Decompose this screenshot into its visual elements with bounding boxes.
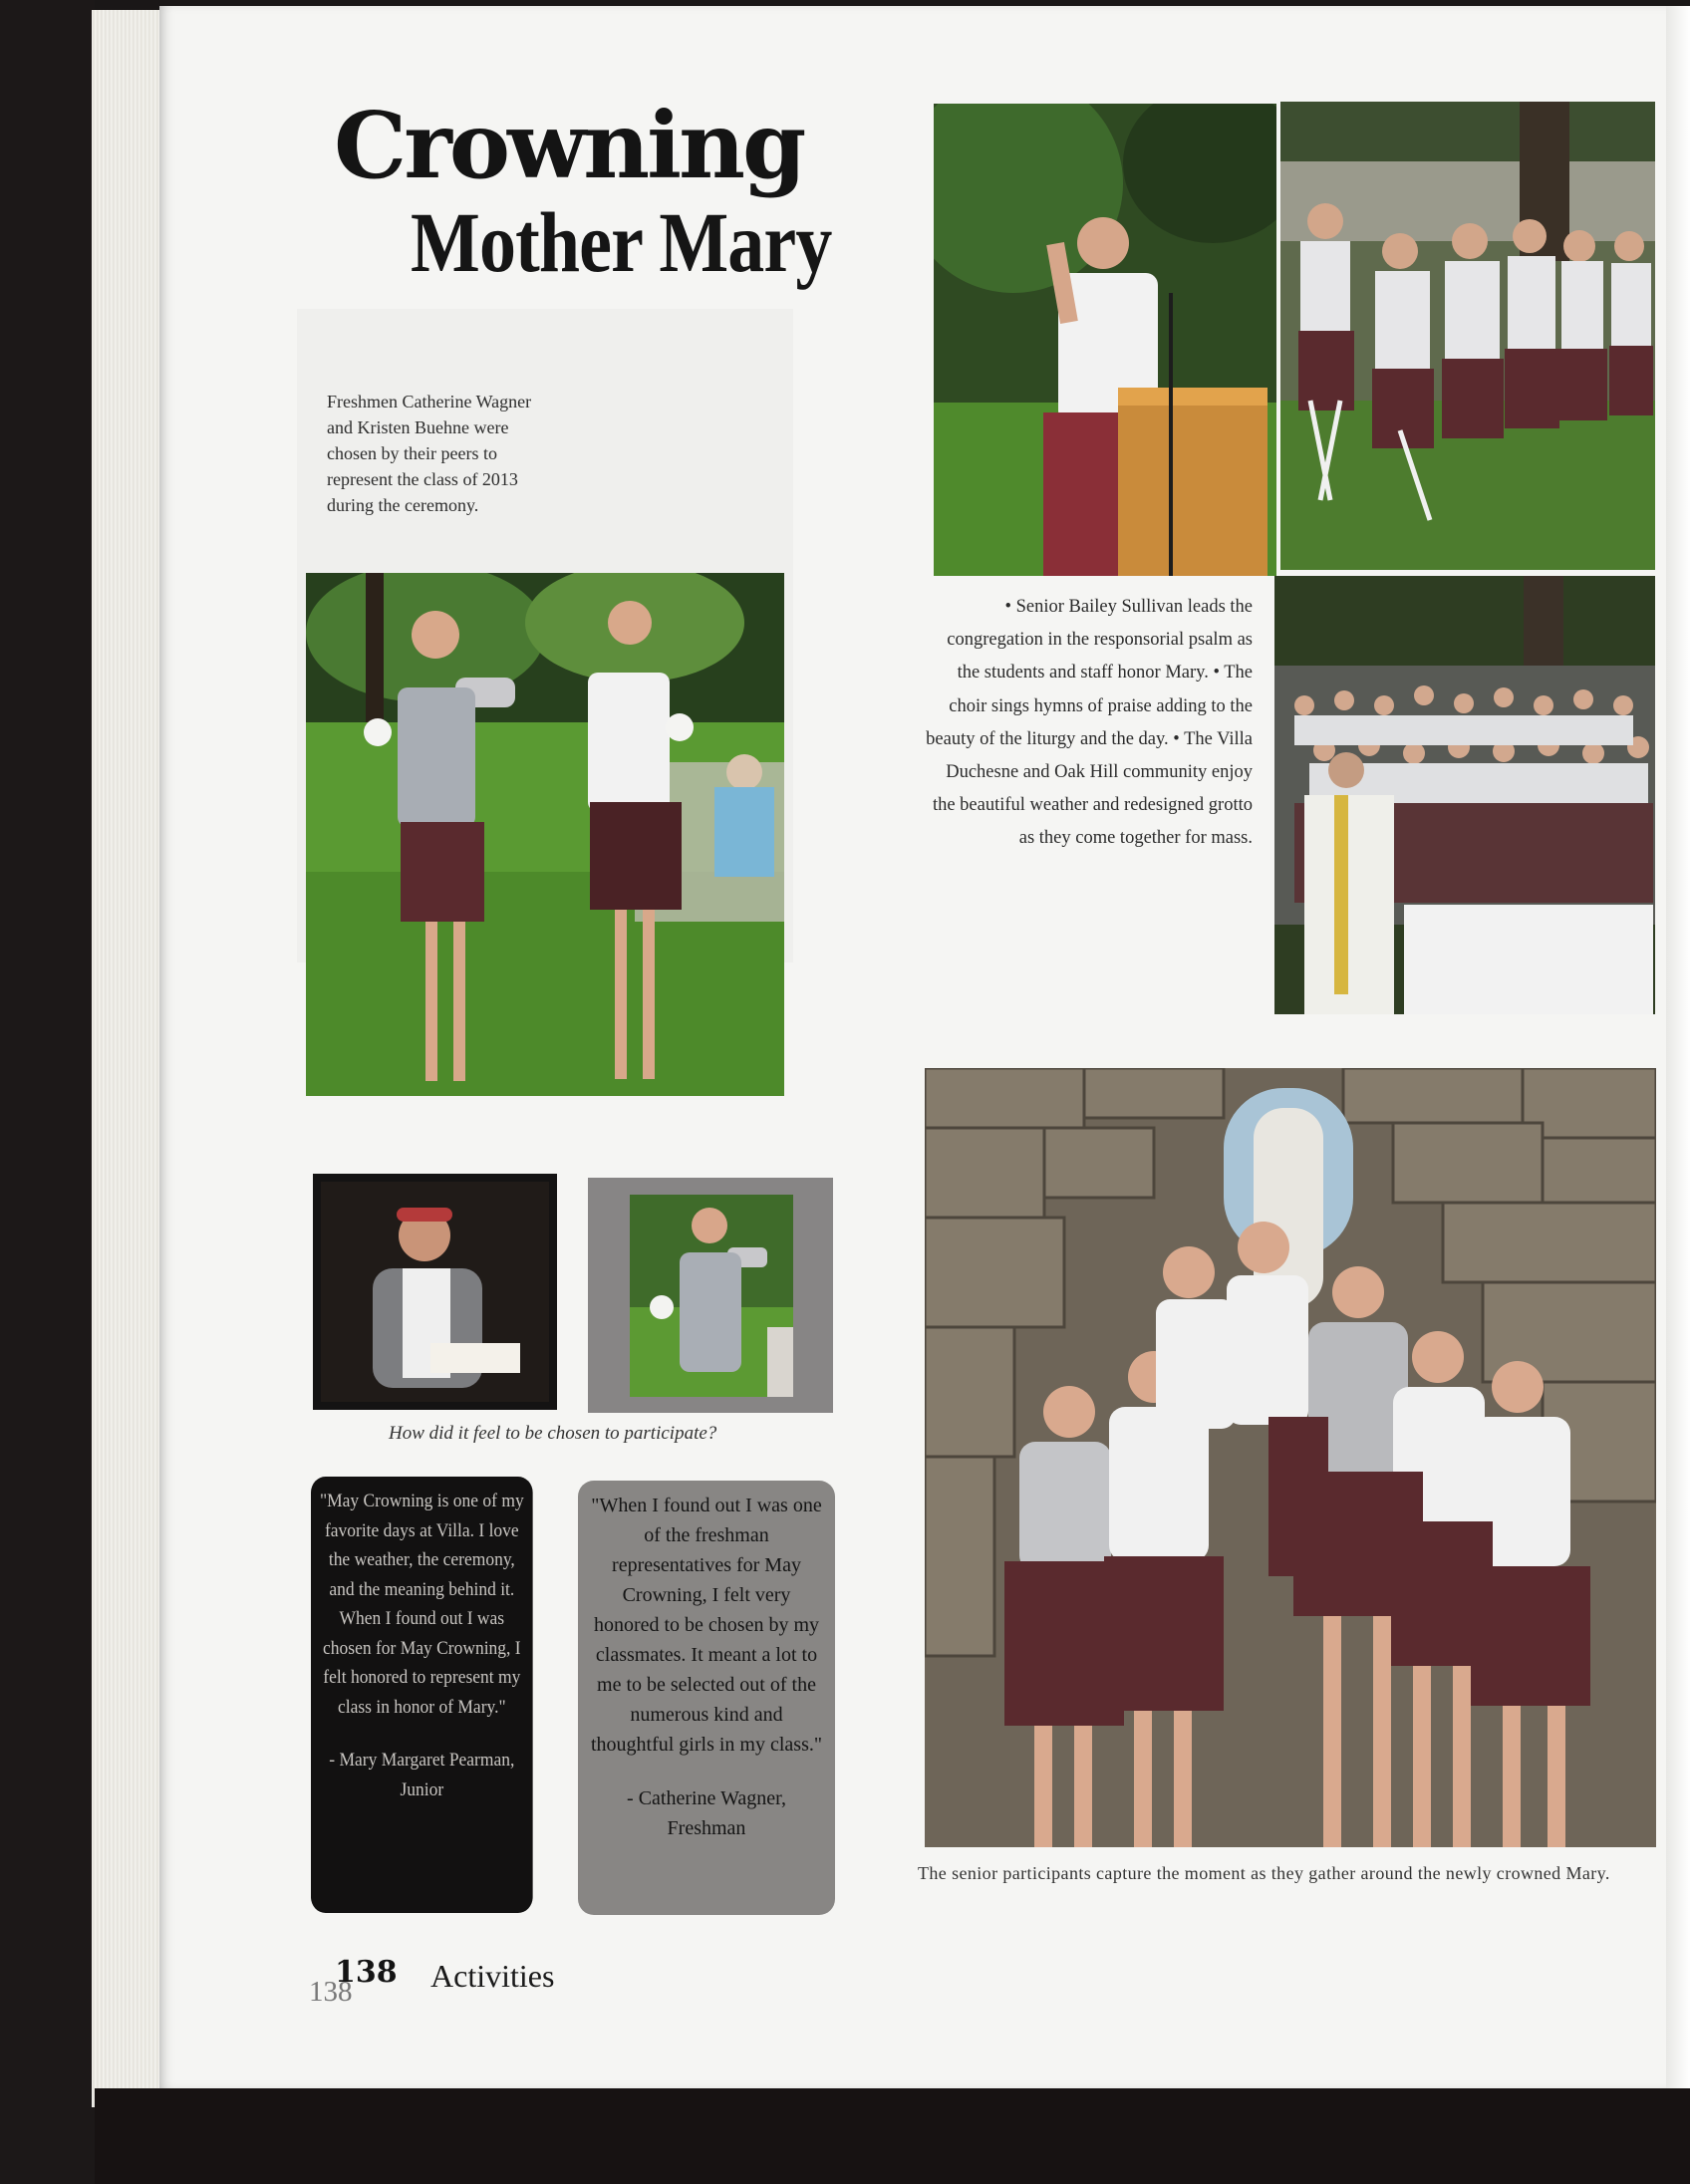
center-caption: • Senior Bailey Sullivan leads the congregation in the responsorial psalm as the students and staff honor Mary. • The choir sings hymns of praise adding to the beauty of the liturgy and the day. • The Villa Duchesne and Oak Hill community enjoy the beautiful weather and redesigned grotto as they come together for mass. <box>926 597 1253 849</box>
photo-freshmen-roses <box>306 573 784 1096</box>
page-number: 138 <box>335 1955 398 1990</box>
grotto-caption: The senior participants capture the moment as they gather around the newly crowned Mary. <box>918 1863 1610 1883</box>
quote-author-freshman: - Catherine Wagner, Freshman <box>627 1787 786 1839</box>
quote-author-junior: - Mary Margaret Pearman, Junior <box>329 1750 515 1800</box>
page-number-ghost: 138 <box>309 1976 353 2008</box>
quote-box-freshman <box>578 1481 835 1915</box>
book-cover-edge <box>0 0 95 2184</box>
portrait-frame-junior <box>313 1174 557 1410</box>
page-title-bold: Crowning <box>334 92 804 199</box>
book-bottom-shadow <box>95 2088 1690 2184</box>
page-title-light: Mother Mary <box>411 194 832 290</box>
photo-lectern-psalm <box>934 104 1276 576</box>
photo-community-mass <box>1274 576 1655 1014</box>
section-label: Activities <box>430 1958 555 1994</box>
photo-seniors-grotto <box>925 1068 1656 1847</box>
intro-caption: Freshmen Catherine Wagner and Kristen Buehne were chosen by their peers to represent the class of 2013 during the ceremony. <box>327 392 532 515</box>
photo-freshman-portrait <box>588 1178 833 1413</box>
photo-choir <box>1280 102 1655 570</box>
quote-text-junior: "May Crowning is one of my favorite days at Villa. I love the weather, the ceremony, and the meaning behind it. When I found out I was chosen for May Crowning, I felt honored to represent my class in honor of Mary." <box>319 1491 524 1718</box>
interview-question: How did it feel to be chosen to participate? <box>389 1423 717 1444</box>
photo-junior-portrait <box>313 1174 557 1410</box>
portrait-frame-freshman <box>588 1178 833 1413</box>
quote-box-junior <box>311 1477 533 1913</box>
page-fold <box>1666 6 1690 2088</box>
quote-text-freshman: "When I found out I was one of the freshman representatives for May Crowning, I felt very honored to be chosen by my classmates. It meant a lot to me to be selected out of the numerous kind and thoughtful girls in my class." <box>590 1495 823 1756</box>
